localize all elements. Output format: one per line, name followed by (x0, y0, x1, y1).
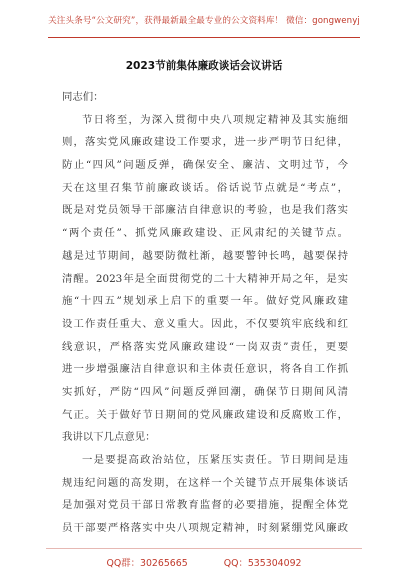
body-line: 则，落实党风廉政建设工作要求，进一步严明节日纪律， (62, 136, 348, 149)
body-line: 节日将至，为深入贯彻中央八项规定精神及其实施细 (82, 113, 348, 126)
body-line: 既是对党员领导干部廉洁自律意识的考验，也是我们落实 (62, 204, 348, 217)
header-banner: 关注头条号“公文研究”，获得最新最全最专业的公文资料库！ 微信：gongwenyj (48, 16, 360, 26)
body-line: “两个责任”、抓党风廉政建设、正风肃纪的关键节点。 (62, 227, 348, 240)
body-line: 施“十四五”规划承上启下的重要一年。做好党风廉政建 (62, 295, 348, 308)
document-title: 2023节前集体廉政谈话会议讲话 (125, 60, 283, 72)
footer-qq-group: QQ群：30265665 (106, 558, 188, 569)
footer-divider (46, 548, 362, 549)
body-line: 防止“四风”问题反弹，确保安全、廉洁、文明过节，今 (62, 159, 348, 172)
body-line: 进一步增强廉洁自律意识和主体责任意识，将各自工作抓 (62, 363, 348, 376)
body-line: 气正。关于做好节日期间的党风廉政建设和反腐败工作， (62, 408, 348, 421)
body-line: 规违纪问题的高发期，在这样一个关键节点开展集体谈话 (62, 476, 348, 489)
body-line: 实抓好，严防“四风”问题反弹回潮，确保节日期间风清 (62, 385, 348, 398)
body-line: 设工作责任重大、意义重大。因此，不仅要筑牢底线和红 (62, 317, 348, 330)
body-line: 越是过节期间，越要防微杜渐，越要警钟长鸣，越要保持 (62, 249, 348, 262)
footer-qq: QQ：535304092 (223, 558, 302, 569)
body-line: 天在这里召集节前廉政谈话。俗话说节点就是“考点”， (62, 181, 348, 194)
salutation: 同志们： (62, 91, 104, 103)
body-line: 我讲以下几点意见： (62, 431, 156, 444)
body-line: 员干部要严格落实中央八项规定精神，时刻紧绷党风廉政 (62, 522, 348, 535)
footer-contact (0, 555, 408, 569)
body-line: 一是要提高政治站位，压紧压实责任。节日期间是违 (82, 454, 348, 466)
body-line: 清醒。2023年是全面贯彻党的二十大精神开局之年，是实 (62, 272, 348, 285)
document-body (62, 86, 348, 540)
header-divider (48, 37, 360, 38)
body-line: 是加强对党员干部日常教育监督的必要措施，提醒全体党 (62, 499, 348, 512)
body-line: 线意识，严格落实党风廉政建设“一岗双责”责任，更要 (62, 340, 348, 353)
